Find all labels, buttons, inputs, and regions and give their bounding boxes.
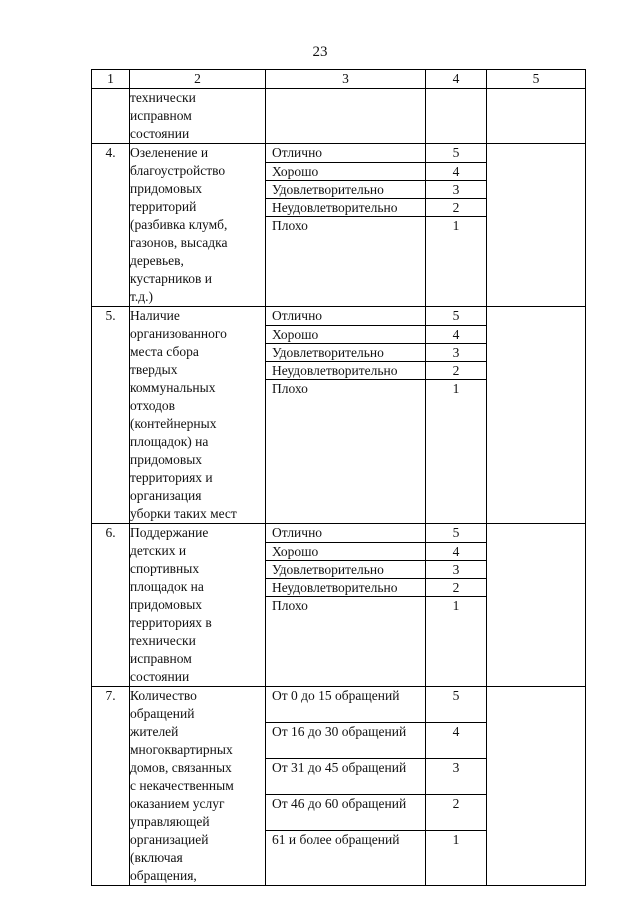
criterion-number: 5. [92, 307, 130, 524]
criterion-line: детских и [130, 543, 187, 558]
rating-label: Хорошо [266, 163, 425, 181]
rating-scores [426, 524, 487, 687]
criterion-line: многоквартирных [130, 742, 233, 757]
rating-score: 2 [426, 199, 486, 217]
criterion-text [130, 524, 266, 687]
criterion-line: (включая [130, 850, 183, 865]
criterion-row-4 [92, 144, 586, 307]
rating-label: Хорошо [266, 326, 425, 344]
rating-score: 1 [452, 218, 460, 233]
rating-scores [426, 687, 487, 886]
criterion-line: кустарников и [130, 271, 212, 286]
rating-score: 2 [426, 362, 486, 380]
rating-score: 5 [426, 307, 486, 326]
rating-label: От 16 до 30 обращений [266, 723, 425, 759]
page-number: 23 [312, 44, 328, 60]
col-header-3: 3 [266, 70, 426, 89]
criterion-line: Озеленение и [130, 145, 209, 160]
column-5-cell [487, 144, 586, 307]
rating-score: 1 [452, 832, 460, 847]
criterion-line: спортивных [130, 561, 200, 576]
column-5-cell [487, 307, 586, 524]
rating-score: 4 [426, 543, 486, 561]
rating-label: Отлично [266, 144, 425, 163]
rating-label: Неудовлетворительно [266, 579, 425, 597]
criterion-line: придомовых [130, 181, 203, 196]
rating-label: Плохо [272, 598, 308, 613]
criterion-line: состоянии [130, 126, 190, 141]
continuation-ratings [266, 89, 426, 144]
criterion-line: территорий [130, 199, 197, 214]
criterion-number: 4. [92, 144, 130, 307]
rating-label: Неудовлетворительно [266, 199, 425, 217]
rating-score: 5 [426, 144, 486, 163]
criterion-line: Поддержание [130, 525, 209, 540]
criterion-line: технически [130, 633, 196, 648]
criterion-row-7 [92, 687, 586, 886]
rating-score: 3 [426, 759, 486, 795]
rating-score: 2 [426, 579, 486, 597]
criterion-line: управляющей [130, 814, 210, 829]
rating-scores [426, 144, 487, 307]
criterion-line: обращения, [130, 868, 197, 883]
criterion-line: Наличие [130, 308, 180, 323]
criterion-line: деревьев, [130, 253, 184, 268]
rating-label: Отлично [266, 524, 425, 543]
rating-score: 4 [426, 163, 486, 181]
rating-score: 4 [426, 326, 486, 344]
rating-score: 5 [426, 687, 486, 723]
criterion-line: организация [130, 488, 202, 503]
continuation-num [92, 89, 130, 144]
criterion-line: придомовых [130, 452, 203, 467]
criterion-line: организованного [130, 326, 227, 341]
rating-label: Плохо [272, 381, 308, 396]
rating-options [266, 524, 426, 687]
continuation-row [92, 89, 586, 144]
criterion-line: места сбора [130, 344, 199, 359]
criterion-line: территориях в [130, 615, 212, 630]
continuation-scores [426, 89, 487, 144]
rating-label: 61 и более обращений [272, 832, 400, 847]
criterion-number: 7. [92, 687, 130, 886]
continuation-col5 [487, 89, 586, 144]
col-header-5: 5 [487, 70, 586, 89]
criterion-line: организацией [130, 832, 209, 847]
rating-score: 1 [452, 381, 460, 396]
rating-score: 3 [426, 561, 486, 579]
rating-label: Удовлетворительно [266, 561, 425, 579]
rating-label: От 31 до 45 обращений [266, 759, 425, 795]
criterion-line: исправном [130, 108, 192, 123]
criterion-line: технически [130, 90, 196, 105]
rating-table [91, 69, 586, 886]
rating-label: Удовлетворительно [266, 181, 425, 199]
criterion-line: площадок) на [130, 434, 209, 449]
rating-label: Отлично [266, 307, 425, 326]
rating-label: Хорошо [266, 543, 425, 561]
criterion-row-6 [92, 524, 586, 687]
criterion-line: Количество [130, 688, 197, 703]
criterion-number: 6. [92, 524, 130, 687]
col-header-1: 1 [92, 70, 130, 89]
criterion-line: уборки таких мест [130, 506, 237, 521]
rating-scores [426, 307, 487, 524]
rating-options [266, 144, 426, 307]
criterion-line: благоустройство [130, 163, 226, 178]
criterion-line: жителей [130, 724, 179, 739]
rating-label: Плохо [272, 218, 308, 233]
rating-score: 1 [452, 598, 460, 613]
rating-label: Неудовлетворительно [266, 362, 425, 380]
criterion-line: территориях и [130, 470, 213, 485]
criterion-line: домов, связанных [130, 760, 232, 775]
rating-label: От 46 до 60 обращений [266, 795, 425, 831]
criterion-line: оказанием услуг [130, 796, 225, 811]
rating-options [266, 307, 426, 524]
criterion-line: газонов, высадка [130, 235, 228, 250]
rating-score: 3 [426, 181, 486, 199]
criterion-line: отходов [130, 398, 176, 413]
criterion-line: (разбивка клумб, [130, 217, 228, 232]
criterion-line: твердых [130, 362, 178, 377]
criterion-line: т.д.) [130, 289, 153, 304]
rating-score: 5 [426, 524, 486, 543]
column-5-cell [487, 524, 586, 687]
rating-label: Удовлетворительно [266, 344, 425, 362]
criterion-line: состоянии [130, 669, 190, 684]
rating-label: От 0 до 15 обращений [266, 687, 425, 723]
criterion-row-5 [92, 307, 586, 524]
rating-score: 4 [426, 723, 486, 759]
col-header-4: 4 [426, 70, 487, 89]
criterion-line: придомовых [130, 597, 203, 612]
criterion-line: коммунальных [130, 380, 216, 395]
criterion-line: (контейнерных [130, 416, 217, 431]
rating-score: 3 [426, 344, 486, 362]
col-header-2: 2 [130, 70, 266, 89]
header-row [92, 70, 586, 89]
criterion-text [130, 687, 266, 886]
column-5-cell [487, 687, 586, 886]
continuation-criterion [130, 89, 266, 144]
criterion-line: обращений [130, 706, 195, 721]
rating-options [266, 687, 426, 886]
criterion-text [130, 144, 266, 307]
criterion-line: площадок на [130, 579, 204, 594]
criterion-line: исправном [130, 651, 192, 666]
criterion-text [130, 307, 266, 524]
criterion-line: с некачественным [130, 778, 234, 793]
rating-score: 2 [426, 795, 486, 831]
